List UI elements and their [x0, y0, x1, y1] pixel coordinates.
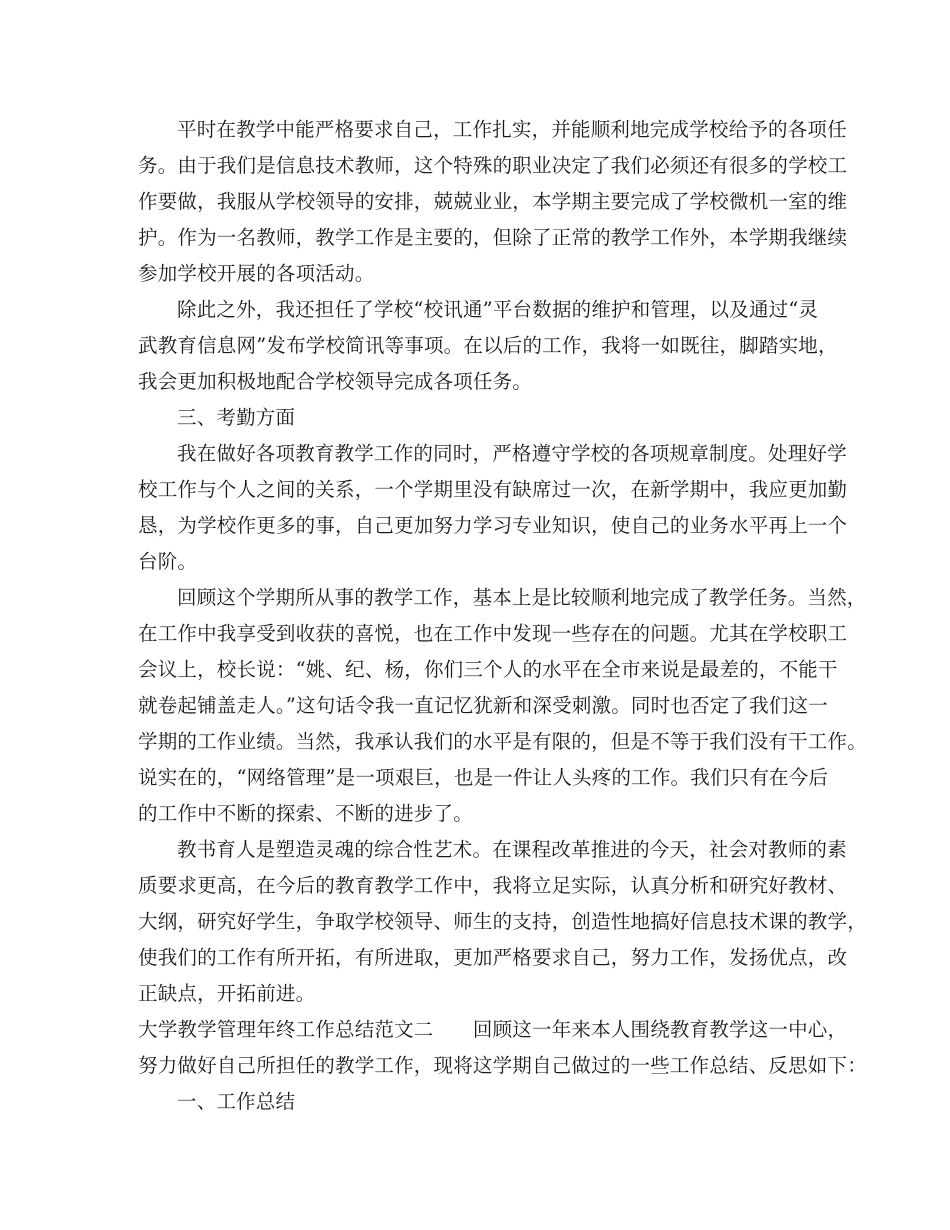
text-line: 说实在的，“网络管理”是一项艰巨，也是一件让人头疼的工作。我们只有在今后 — [138, 766, 829, 789]
text-line: 在工作中我享受到收获的喜悦，也在工作中发现一些存在的问题。尤其在学校职工 — [138, 622, 848, 645]
text-line: 教书育人是塑造灵魂的综合性艺术。在课程改革推进的今天，社会对教师的素 — [177, 838, 847, 861]
text-line: 大纲，研究好学生，争取学校领导、师生的支持，创造性地搞好信息技术课的教学， — [138, 910, 867, 933]
text-line: 恳，为学校作更多的事，自己更加努力学习专业知识，使自己的业务水平再上一个 — [138, 514, 848, 537]
text-line: 学期的工作业绩。当然，我承认我们的水平是有限的，但是不等于我们没有干工作。 — [138, 730, 867, 753]
text-line: 正缺点，开拓前进。 — [138, 982, 316, 1005]
text-line: 务。由于我们是信息技术教师，这个特殊的职业决定了我们必须还有很多的学校工 — [138, 154, 848, 177]
text-line: 我在做好各项教育教学工作的同时，严格遵守学校的各项规章制度。处理好学 — [177, 442, 847, 465]
text-line: 护。作为一名教师，教学工作是主要的，但除了正常的教学工作外，本学期我继续 — [138, 226, 848, 249]
text-line: 校工作与个人之间的关系，一个学期里没有缺席过一次，在新学期中，我应更加勤 — [138, 478, 848, 501]
text-line: 会议上，校长说：“姚、纪、杨，你们三个人的水平在全市来说是最差的，不能干 — [138, 658, 838, 681]
section-heading: 一、工作总结 — [177, 1090, 296, 1113]
text-line: 的工作中不断的探索、不断的进步了。 — [138, 802, 473, 825]
text-line: 回顾这个学期所从事的教学工作，基本上是比较顺利地完成了教学任务。当然， — [177, 586, 867, 609]
text-line: 除此之外，我还担任了学校“校讯通”平台数据的维护和管理，以及通过“灵 — [177, 298, 819, 321]
text-line: 武教育信息网”发布学校简讯等事项。在以后的工作，我将一如既往，脚踏实地， — [138, 334, 838, 357]
text-line: 就卷起铺盖走人。”这句话令我一直记忆犹新和深受刺激。同时也否定了我们这一 — [138, 694, 828, 717]
text-line: 台阶。 — [138, 550, 198, 573]
text-line: 我会更加积极地配合学校领导完成各项任务。 — [138, 370, 533, 393]
text-line: 大学教学管理年终工作总结范文二 回顾这一年来本人围绕教育教学这一中心， — [138, 1018, 848, 1041]
text-line: 作要做，我服从学校领导的安排，兢兢业业，本学期主要完成了学校微机一室的维 — [138, 190, 848, 213]
text-line: 使我们的工作有所开拓，有所进取，更加严格要求自己，努力工作，发扬优点，改 — [138, 946, 848, 969]
section-heading: 三、考勤方面 — [177, 406, 296, 429]
text-line: 质要求更高，在今后的教育教学工作中，我将立足实际，认真分析和研究好教材、 — [138, 874, 848, 897]
text-line: 参加学校开展的各项活动。 — [138, 262, 375, 285]
text-line: 平时在教学中能严格要求自己，工作扎实，并能顺利地完成学校给予的各项任 — [177, 118, 847, 141]
text-line: 努力做好自己所担任的教学工作，现将这学期自己做过的一些工作总结、反思如下： — [138, 1054, 867, 1077]
